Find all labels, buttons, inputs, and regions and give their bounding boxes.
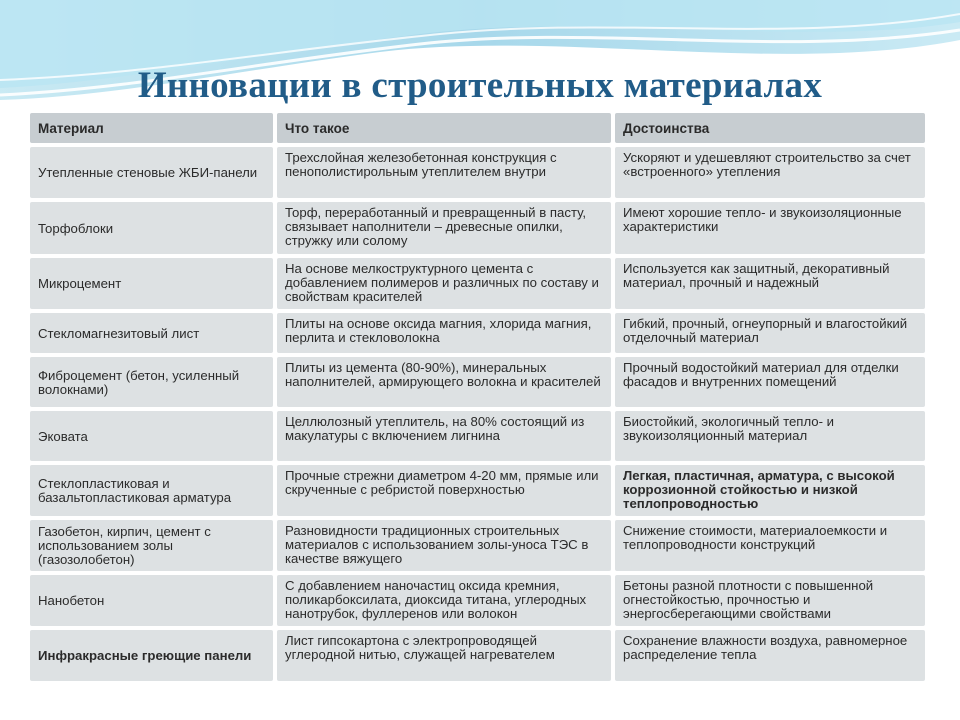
cell-material: Эковата	[30, 411, 273, 461]
cell-advantages: Бетоны разной плотности с повышенной огнестойкостью, прочностью и энергосберегающими свойствами	[615, 575, 925, 626]
cell-what: Трехслойная железобетонная конструкция с пенополистирольным утеплителем внутри	[277, 147, 611, 198]
cell-material: Инфракрасные греющие панели	[30, 630, 273, 681]
cell-what: Целлюлозный утеплитель, на 80% состоящий из макулатуры с включением лигнина	[277, 411, 611, 461]
cell-advantages: Легкая, пластичная, арматура, с высокой коррозионной стойкостью и низкой теплопроводностью	[615, 465, 925, 516]
cell-advantages: Снижение стоимости, материалоемкости и теплопроводности конструкций	[615, 520, 925, 571]
cell-advantages: Ускоряют и удешевляют строительство за счет «встроенного» утепления	[615, 147, 925, 198]
cell-advantages: Биостойкий, экологичный тепло- и звукоизоляционный материал	[615, 411, 925, 461]
header-material: Материал	[30, 113, 273, 143]
cell-material: Утепленные стеновые ЖБИ-панели	[30, 147, 273, 198]
page-title: Инновации в строительных материалах	[137, 65, 823, 106]
materials-table-grid	[30, 113, 926, 678]
cell-material: Нанобетон	[30, 575, 273, 626]
cell-material: Микроцемент	[30, 258, 273, 309]
cell-what: Прочные стрежни диаметром 4-20 мм, прямые или скрученные с ребристой поверхностью	[277, 465, 611, 516]
cell-what: На основе мелкоструктурного цемента с добавлением полимеров и различных по составу и свойствам красителей	[277, 258, 611, 309]
cell-material: Торфоблоки	[30, 202, 273, 254]
cell-material: Стекломагнезитовый лист	[30, 313, 273, 353]
cell-what: Разновидности традиционных строительных материалов с использованием золы-уноса ТЭС в качестве вяжущего	[277, 520, 611, 571]
cell-what: Торф, переработанный и превращенный в пасту, связывает наполнители – древесные опилки, стружку или солому	[277, 202, 611, 254]
cell-advantages: Сохранение влажности воздуха, равномерное распределение тепла	[615, 630, 925, 681]
cell-what: С добавлением наночастиц оксида кремния, поликарбоксилата, диоксида титана, углеродных нанотрубок, фуллеренов или волокон	[277, 575, 611, 626]
cell-what: Плиты на основе оксида магния, хлорида магния, перлита и стекловолокна	[277, 313, 611, 353]
header-advantages: Достоинства	[615, 113, 925, 143]
header-what: Что такое	[277, 113, 611, 143]
cell-what: Плиты из цемента (80-90%), минеральных наполнителей, армирующего волокна и красителей	[277, 357, 611, 407]
cell-what: Лист гипсокартона с электропроводящей углеродной нитью, служащей нагревателем	[277, 630, 611, 681]
materials-table	[30, 113, 926, 678]
cell-material: Фиброцемент (бетон, усиленный волокнами)	[30, 357, 273, 407]
cell-advantages: Имеют хорошие тепло- и звукоизоляционные характеристики	[615, 202, 925, 254]
cell-advantages: Прочный водостойкий материал для отделки фасадов и внутренних помещений	[615, 357, 925, 407]
cell-advantages: Гибкий, прочный, огнеупорный и влагостойкий отделочный материал	[615, 313, 925, 353]
cell-advantages: Используется как защитный, декоративный материал, прочный и надежный	[615, 258, 925, 309]
cell-material: Стеклопластиковая и базальтопластиковая арматура	[30, 465, 273, 516]
cell-material: Газобетон, кирпич, цемент с использованием золы (газозолобетон)	[30, 520, 273, 571]
